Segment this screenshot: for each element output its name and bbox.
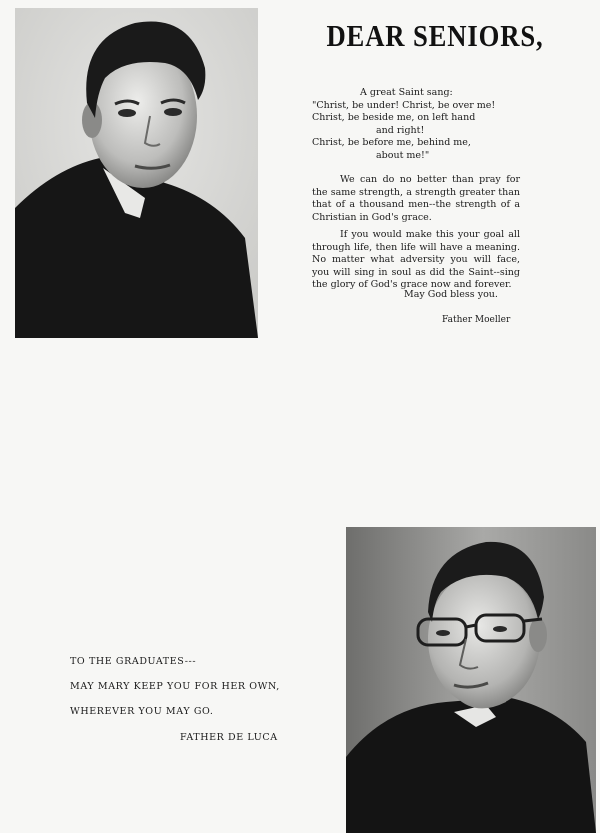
poem-line: and right! bbox=[376, 124, 425, 136]
message-paragraph: If you would make this your goal all through life, then life will have a meaning. No matter what adversity you will face, you will sing in soul as did the Saint--sing the glory of God's grace now and forever. bbox=[312, 229, 520, 290]
poem-line: "Christ, be under! Christ, be over me! bbox=[312, 99, 496, 111]
signature-father-de-luca: FATHER DE LUCA bbox=[180, 732, 278, 743]
graduates-line: WHEREVER YOU MAY GO. bbox=[70, 706, 214, 717]
graduates-message bbox=[70, 656, 340, 731]
poem-line: about me!" bbox=[376, 149, 430, 161]
poem-line: Christ, be before me, behind me, bbox=[312, 137, 471, 148]
signature-father-moeller: Father Moeller bbox=[442, 315, 511, 325]
poem-line: Christ, be beside me, on left hand bbox=[312, 112, 476, 123]
graduates-line: MAY MARY KEEP YOU FOR HER OWN, bbox=[70, 681, 280, 692]
portrait-father-de-luca bbox=[346, 527, 596, 833]
priest-portrait-image bbox=[346, 527, 596, 833]
message-paragraph: We can do no better than pray for the same strength, a strength greater than that of a thousand men--the strength of a Christian in God's grace. bbox=[312, 174, 520, 223]
saint-poem bbox=[312, 87, 522, 162]
blessing-line: May God bless you. bbox=[404, 289, 498, 300]
priest-portrait-image bbox=[15, 8, 258, 338]
poem-line: A great Saint sang: bbox=[360, 87, 453, 98]
page-title: DEAR SENIORS, bbox=[326, 18, 544, 53]
graduates-line: TO THE GRADUATES--- bbox=[70, 656, 197, 667]
portrait-father-moeller bbox=[15, 8, 258, 338]
